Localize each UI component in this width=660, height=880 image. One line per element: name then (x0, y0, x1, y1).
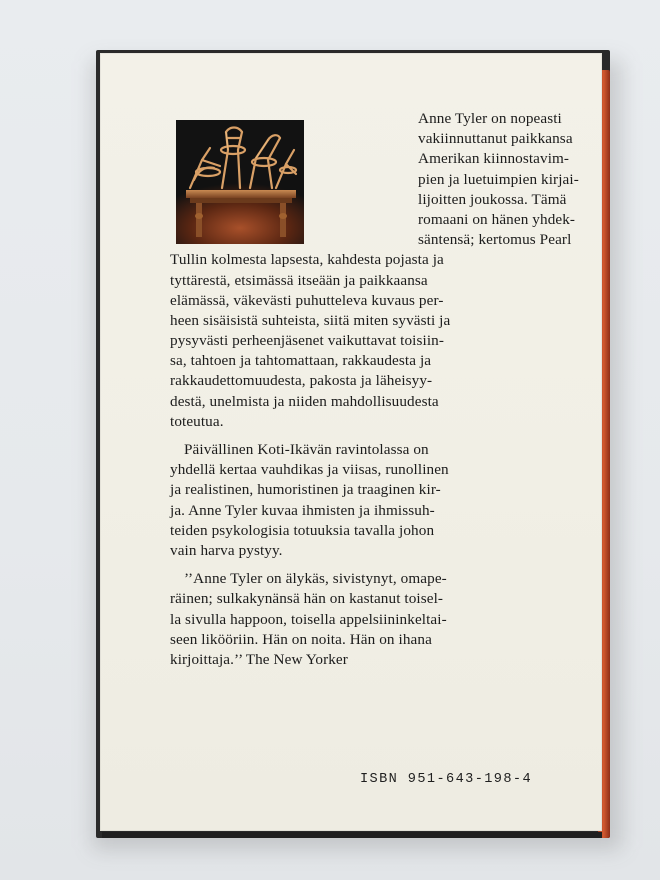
blurb-line: ja realistinen, humoristinen ja traaginen kir- (170, 481, 441, 499)
blurb-line: sa, tahtoen ja tahtomattaan, rakkaudesta ja (170, 352, 432, 370)
isbn-number: ISBN 951-643-198-4 (360, 772, 533, 787)
blurb-line: säntensä; kertomus Pearl (418, 231, 572, 249)
blurb-line: räinen; sulkakynänsä hän on kastanut toisel- (170, 590, 444, 608)
blurb-line: rakkaudettomuudesta, pakosta ja läheisyy- (170, 372, 433, 390)
blurb-line: pien ja luetuimpien kirjai- (418, 170, 579, 188)
blurb-line: Anne Tyler on nopeasti (418, 110, 562, 127)
blurb-line: la sivulla happoon, toisella appelsiininkeltai- (170, 610, 447, 628)
blurb-line: lijoitten joukossa. Tämä (418, 190, 567, 208)
blurb-line: toteutua. (170, 412, 224, 430)
blurb-text (170, 109, 579, 670)
book-bottom-edge (102, 832, 602, 838)
blurb-line: heen sisäisistä suhteista, siitä miten syvästi ja (170, 311, 451, 329)
blurb-line: Amerikan kiinnostavim- (418, 150, 570, 168)
blurb-line: teiden psykologisia totuuksia tavalla johon (170, 521, 435, 539)
back-cover (100, 53, 602, 831)
blurb-line: vakiinnuttanut paikkansa (418, 130, 573, 148)
blurb-line: seen likööriin. Hän on noita. Hän on ihana (170, 630, 432, 648)
blurb-line: vain harva pystyy. (170, 541, 283, 559)
blurb-line: Tullin kolmesta lapsesta, kahdesta pojasta ja (170, 251, 444, 269)
blurb-line: elämässä, väkevästi puhutteleva kuvaus per- (170, 291, 444, 309)
blurb-line: pysyvästi perheenjäsenet vaikuttavat toisiin- (170, 332, 445, 350)
blurb-line: Päivällinen Koti-Ikävän ravintolassa on (184, 441, 429, 458)
blurb-line: ’’Anne Tyler on älykäs, sivistynyt, omape- (184, 570, 447, 588)
blurb-line: tyttärestä, etsimässä itseään ja paikkaansa (170, 271, 428, 289)
blurb-line: romaani on hänen yhdek- (418, 210, 576, 228)
blurb-line: kirjoittaja.’’ The New Yorker (170, 650, 348, 668)
blurb-line: ja. Anne Tyler kuvaa ihmisten ja ihmissuh- (170, 501, 435, 519)
blurb-line: yhdellä kertaa vauhdikas ja viisas, runollinen (170, 461, 449, 479)
blurb-line: destä, unelmista ja niiden mahdollisuudesta (170, 392, 439, 410)
